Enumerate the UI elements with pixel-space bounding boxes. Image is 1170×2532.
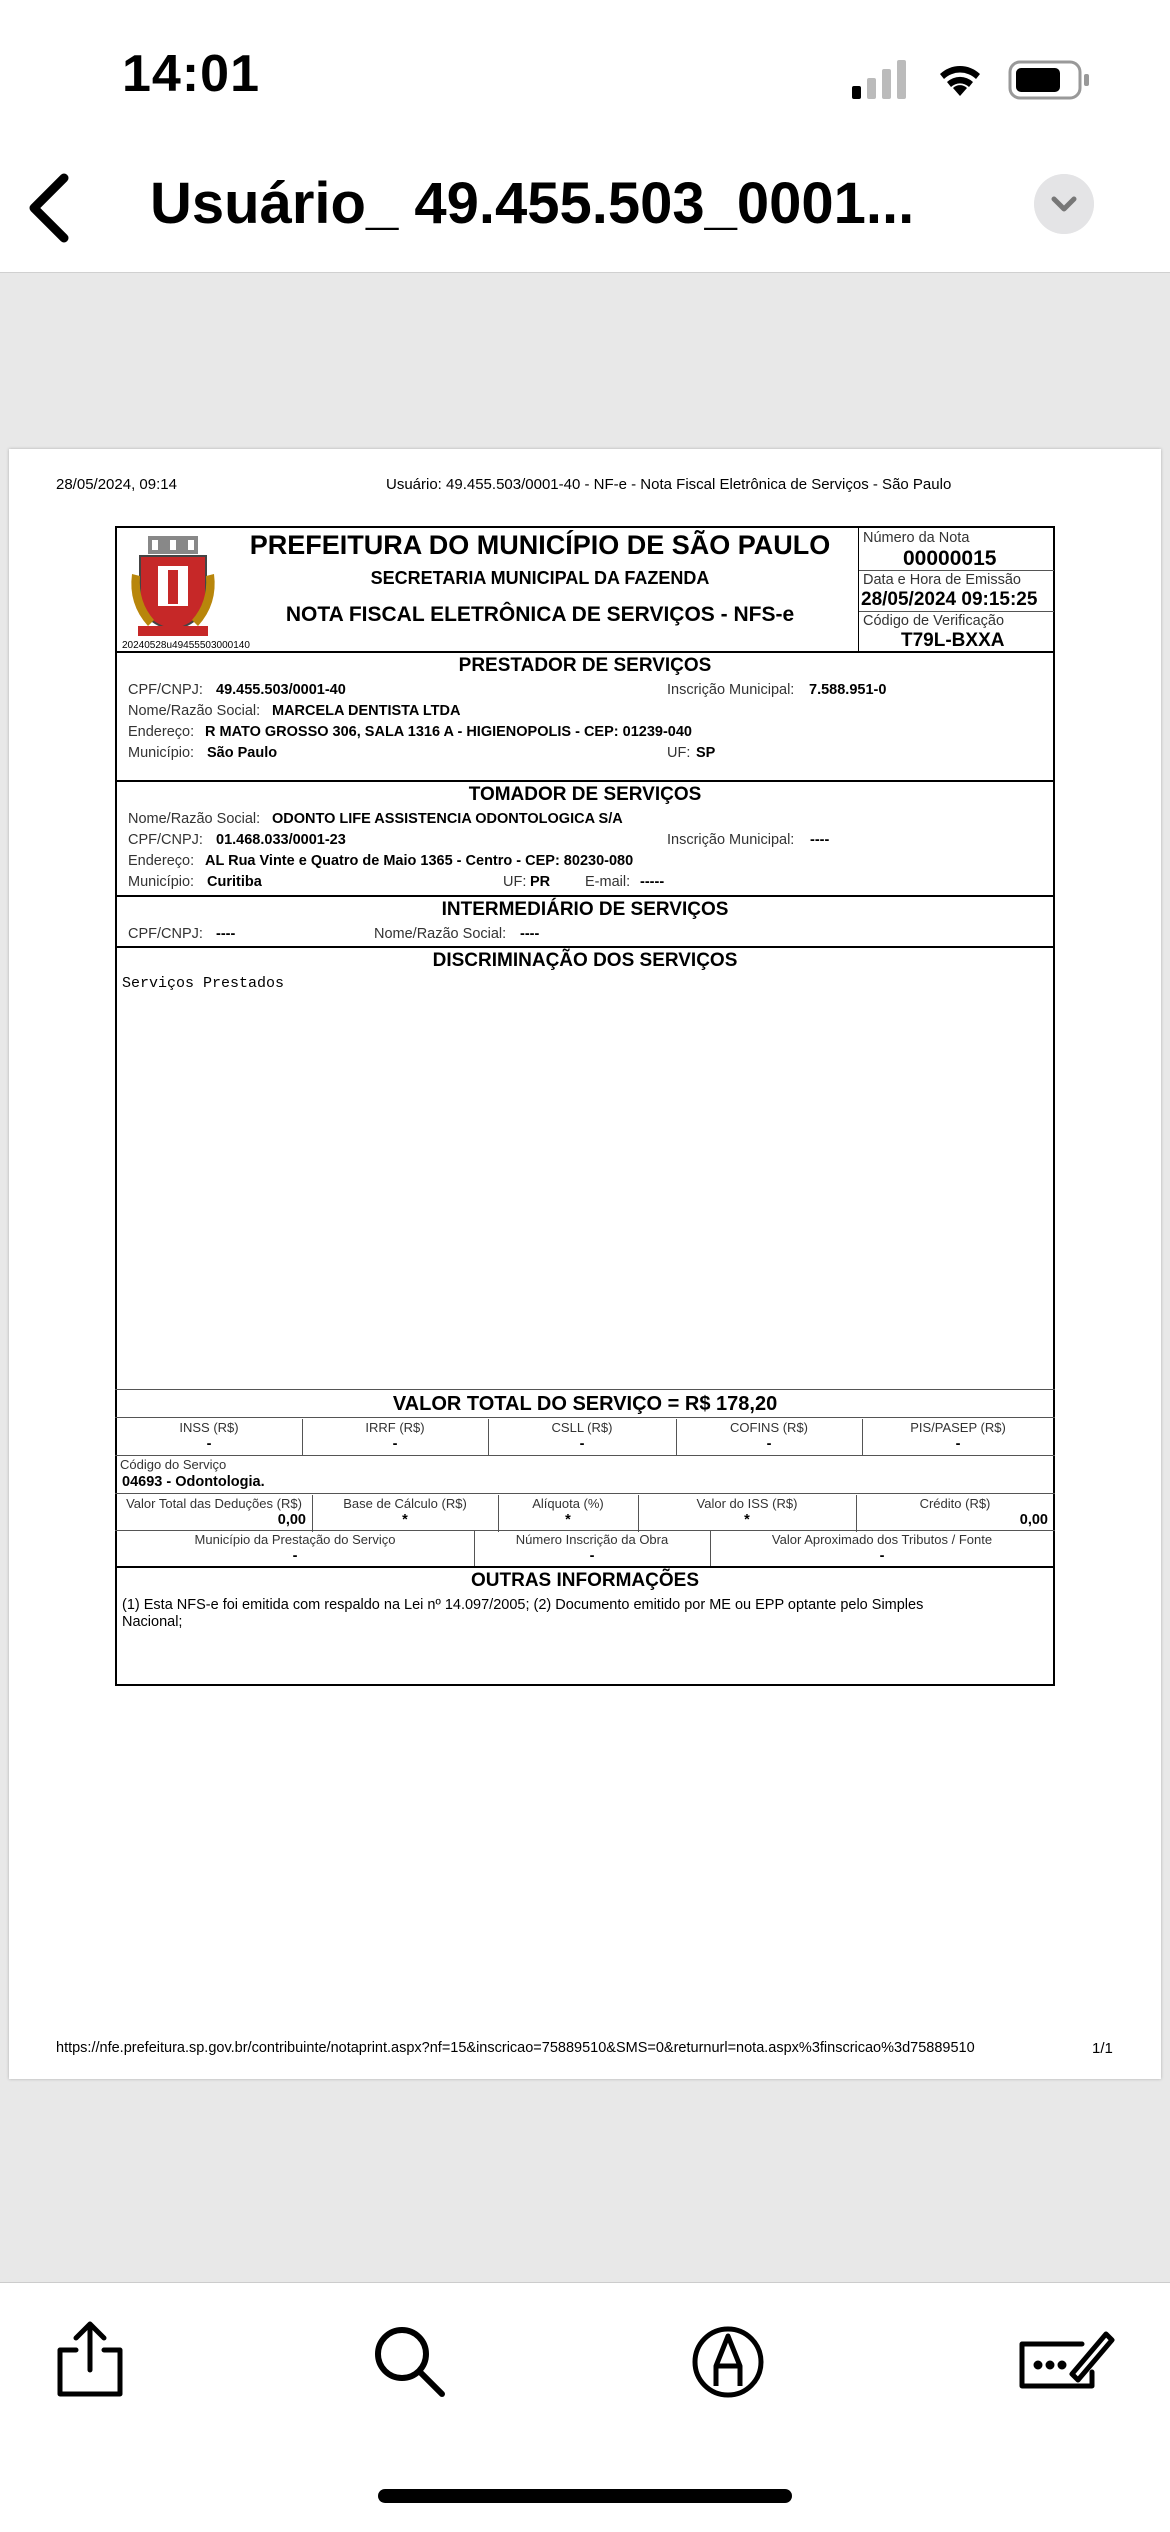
tributo-value: - <box>579 1436 585 1452</box>
divider <box>859 570 1054 571</box>
prestador-municipio: São Paulo <box>207 745 278 761</box>
outras-line-2: Nacional; <box>122 1614 183 1630</box>
tomador-email: ----- <box>640 874 665 890</box>
data-emissao: 28/05/2024 09:15:25 <box>861 589 1038 610</box>
numero-label: Número da Nota <box>863 530 970 546</box>
section-divider <box>115 946 1055 948</box>
tributo-label: IRRF (R$) <box>365 1420 425 1435</box>
tomador-nome-label: Nome/Razão Social: <box>128 811 261 827</box>
divider <box>859 611 1054 612</box>
share-icon <box>60 2324 120 2394</box>
discriminacao-title: DISCRIMINAÇÃO DOS SERVIÇOS <box>432 950 738 971</box>
markup-button[interactable] <box>688 2322 768 2402</box>
cell-divider <box>676 1419 677 1456</box>
dept-title: SECRETARIA MUNICIPAL DA FAZENDA <box>370 568 710 588</box>
signature-icon <box>1022 2334 1112 2386</box>
tributo-label: INSS (R$) <box>179 1420 239 1435</box>
back-button[interactable] <box>20 168 80 248</box>
cell-divider <box>498 1495 499 1532</box>
tomador-email-label: E-mail: <box>585 874 631 890</box>
calculo-label: Base de Cálculo (R$) <box>343 1496 467 1511</box>
print-header-title: Usuário: 49.455.503/0001-40 - NF-e - Nota Fiscal Eletrônica de Serviços - São Paulo <box>386 476 952 493</box>
home-indicator <box>378 2489 792 2503</box>
local-value: - <box>292 1548 298 1564</box>
section-divider <box>115 651 1055 653</box>
document-title: Usuário_ 49.455.503_0001... <box>150 171 915 236</box>
tomador-uf: PR <box>530 874 551 890</box>
barcode-text: 20240528u49455503000140 <box>122 640 250 651</box>
calculo-label: Alíquota (%) <box>532 1496 604 1511</box>
codigo-servico: 04693 - Odontologia. <box>122 1474 265 1490</box>
prestador-im: 7.588.951-0 <box>809 682 887 698</box>
cell-divider <box>856 1495 857 1532</box>
tomador-cpf: 01.468.033/0001-23 <box>216 832 346 848</box>
section-divider <box>115 780 1055 782</box>
tributo-label: CSLL (R$) <box>551 1420 613 1435</box>
search-button[interactable] <box>370 2322 450 2402</box>
calculo-label: Crédito (R$) <box>919 1496 991 1511</box>
intermediario-cpf: ---- <box>216 926 236 942</box>
signature-button[interactable] <box>1012 2322 1116 2402</box>
local-value: - <box>879 1548 885 1564</box>
tributo-label: PIS/PASEP (R$) <box>910 1420 1006 1435</box>
print-footer-url: https://nfe.prefeitura.sp.gov.br/contribuinte/notaprint.aspx?nf=15&inscricao=75889510&SMS=0&returnurl=nota.aspx%3finscricao%3d75889510 <box>56 2040 975 2056</box>
discriminacao-text: Serviços Prestados <box>122 975 285 992</box>
cell-divider <box>312 1495 313 1532</box>
divider <box>115 1455 1055 1456</box>
intermediario-cpf-label: CPF/CNPJ: <box>128 926 203 942</box>
share-button[interactable] <box>50 2320 130 2400</box>
valor-total: VALOR TOTAL DO SERVIÇO = R$ 178,20 <box>392 1393 778 1415</box>
prestador-nome-label: Nome/Razão Social: <box>128 703 261 719</box>
wifi-icon <box>940 66 980 96</box>
cell-divider <box>302 1419 303 1456</box>
codigo-verificacao: T79L-BXXA <box>901 630 1005 651</box>
codigo-label: Código de Verificação <box>863 613 1005 629</box>
cell-divider <box>488 1419 489 1456</box>
calculo-value: * <box>744 1512 750 1528</box>
tributo-value: - <box>766 1436 772 1452</box>
prestador-nome: MARCELA DENTISTA LTDA <box>272 703 461 719</box>
local-label: Valor Aproximado dos Tributos / Fonte <box>771 1532 993 1547</box>
divider <box>115 1417 1055 1418</box>
divider <box>115 1493 1055 1494</box>
markup-icon <box>695 2329 761 2395</box>
data-label: Data e Hora de Emissão <box>863 572 1021 588</box>
local-label: Município da Prestação do Serviço <box>194 1532 396 1547</box>
section-divider <box>115 895 1055 897</box>
tomador-uf-label: UF: <box>503 874 527 890</box>
tomador-im-label: Inscrição Municipal: <box>667 832 795 848</box>
section-divider <box>115 1566 1055 1568</box>
status-icons <box>852 56 1092 104</box>
cell-divider <box>638 1495 639 1532</box>
prestador-im-label: Inscrição Municipal: <box>667 682 795 698</box>
prestador-uf-label: UF: <box>667 745 691 761</box>
prestador-uf: SP <box>696 745 716 761</box>
intermediario-nome-label: Nome/Razão Social: <box>374 926 507 942</box>
section-divider <box>115 1389 1055 1390</box>
calculo-label: Valor Total das Deduções (R$) <box>126 1496 302 1511</box>
prestador-end-label: Endereço: <box>128 724 195 740</box>
tributo-value: - <box>206 1436 212 1452</box>
tomador-mun-label: Município: <box>128 874 195 890</box>
divider <box>115 1530 1055 1531</box>
title-menu-button[interactable] <box>1034 174 1094 234</box>
tomador-endereco: AL Rua Vinte e Quatro de Maio 1365 - Centro - CEP: 80230-080 <box>205 853 634 869</box>
local-label: Número Inscrição da Obra <box>515 1532 669 1547</box>
tributo-value: - <box>955 1436 961 1452</box>
prestador-mun-label: Município: <box>128 745 195 761</box>
signal-icon <box>852 60 906 99</box>
tomador-cpf-label: CPF/CNPJ: <box>128 832 203 848</box>
print-footer-page: 1/1 <box>1092 2040 1113 2057</box>
calculo-value: * <box>402 1512 408 1528</box>
cell-divider <box>710 1531 711 1568</box>
calculo-value: 0,00 <box>1019 1512 1048 1528</box>
tomador-municipio: Curitiba <box>207 874 262 890</box>
prestador-title: PRESTADOR DE SERVIÇOS <box>458 655 712 676</box>
print-date: 28/05/2024, 09:14 <box>56 476 177 493</box>
tributo-label: COFINS (R$) <box>730 1420 808 1435</box>
local-value: - <box>589 1548 595 1564</box>
sao-paulo-coat-of-arms <box>128 534 218 640</box>
tributo-value: - <box>392 1436 398 1452</box>
intermediario-title: INTERMEDIÁRIO DE SERVIÇOS <box>441 899 729 920</box>
cell-divider <box>474 1531 475 1568</box>
tomador-nome: ODONTO LIFE ASSISTENCIA ODONTOLOGICA S/A <box>272 811 623 827</box>
prestador-cpf-label: CPF/CNPJ: <box>128 682 203 698</box>
doc-title: NOTA FISCAL ELETRÔNICA DE SERVIÇOS - NFS-e <box>285 603 795 626</box>
intermediario-nome: ---- <box>520 926 540 942</box>
calculo-value: 0,00 <box>277 1512 306 1528</box>
org-title: PREFEITURA DO MUNICÍPIO DE SÃO PAULO <box>249 530 831 560</box>
calculo-value: * <box>565 1512 571 1528</box>
cell-divider <box>862 1419 863 1456</box>
status-time: 14:01 <box>122 45 260 103</box>
tomador-title: TOMADOR DE SERVIÇOS <box>468 784 702 805</box>
outras-title: OUTRAS INFORMAÇÕES <box>471 1570 699 1591</box>
prestador-cpf: 49.455.503/0001-40 <box>216 682 346 698</box>
numero-nota: 00000015 <box>903 547 997 570</box>
prestador-endereco: R MATO GROSSO 306, SALA 1316 A - HIGIENOPOLIS - CEP: 01239-040 <box>205 724 692 740</box>
header-divider <box>858 527 859 651</box>
codigo-servico-label: Código do Serviço <box>120 1457 227 1472</box>
tomador-end-label: Endereço: <box>128 853 195 869</box>
tomador-im: ---- <box>810 832 830 848</box>
calculo-label: Valor do ISS (R$) <box>696 1496 798 1511</box>
search-icon <box>378 2330 442 2394</box>
chevron-left-icon <box>34 178 64 238</box>
outras-line-1: (1) Esta NFS-e foi emitida com respaldo na Lei nº 14.097/2005; (2) Documento emitido por ME ou EPP optante pelo Simples <box>122 1597 924 1613</box>
battery-icon <box>1010 62 1089 98</box>
